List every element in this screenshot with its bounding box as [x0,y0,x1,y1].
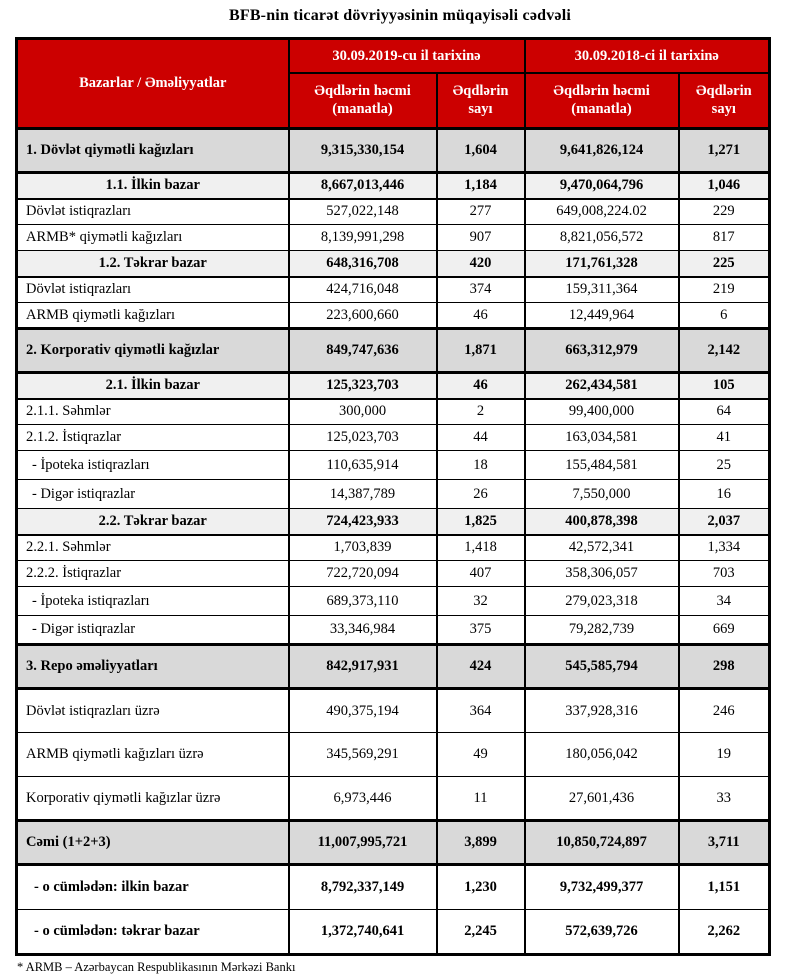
row-volume-2019: 842,917,931 [289,645,437,689]
row-count-2019: 46 [437,303,525,329]
table-row [17,303,770,329]
row-count-2019: 2 [437,399,525,425]
row-count-2018: 669 [679,616,770,645]
row-volume-2018: 337,928,316 [525,689,679,733]
row-label: - İpoteka istiqrazları [17,451,289,480]
row-volume-2019: 300,000 [289,399,437,425]
table-row [17,425,770,451]
table-body [17,129,770,955]
row-label: 2.1. İlkin bazar [17,373,289,399]
column-header-volume-2019: Əqdlərin həcmi (manatla) [289,73,437,129]
row-volume-2018: 99,400,000 [525,399,679,425]
row-volume-2018: 27,601,436 [525,777,679,821]
row-count-2019: 277 [437,199,525,225]
row-count-2019: 11 [437,777,525,821]
row-count-2018: 1,271 [679,129,770,173]
table-row [17,225,770,251]
row-volume-2018: 358,306,057 [525,561,679,587]
table-row [17,251,770,277]
row-volume-2019: 648,316,708 [289,251,437,277]
row-count-2018: 16 [679,480,770,509]
row-volume-2019: 125,323,703 [289,373,437,399]
row-volume-2019: 527,022,148 [289,199,437,225]
row-count-2018: 33 [679,777,770,821]
row-count-2019: 1,184 [437,173,525,199]
row-count-2018: 219 [679,277,770,303]
row-volume-2018: 663,312,979 [525,329,679,373]
row-label: 3. Repo əməliyyatları [17,645,289,689]
row-volume-2018: 171,761,328 [525,251,679,277]
row-volume-2019: 490,375,194 [289,689,437,733]
row-count-2018: 229 [679,199,770,225]
column-header-count-2018: Əqdlərin sayı [679,73,770,129]
row-volume-2018: 400,878,398 [525,509,679,535]
row-volume-2018: 10,850,724,897 [525,821,679,865]
row-label: 2.1.1. Səhmlər [17,399,289,425]
table-row [17,616,770,645]
row-volume-2018: 79,282,739 [525,616,679,645]
row-label: 2.2.2. İstiqrazlar [17,561,289,587]
row-count-2019: 424 [437,645,525,689]
row-volume-2019: 33,346,984 [289,616,437,645]
row-count-2019: 1,825 [437,509,525,535]
table-row [17,821,770,865]
row-count-2018: 64 [679,399,770,425]
row-volume-2019: 724,423,933 [289,509,437,535]
row-count-2019: 26 [437,480,525,509]
row-volume-2018: 159,311,364 [525,277,679,303]
row-volume-2019: 11,007,995,721 [289,821,437,865]
row-label: - Digər istiqrazlar [17,480,289,509]
table-row [17,373,770,399]
table-row [17,561,770,587]
row-volume-2019: 8,667,013,446 [289,173,437,199]
row-volume-2019: 1,703,839 [289,535,437,561]
table-row [17,129,770,173]
row-volume-2019: 8,139,991,298 [289,225,437,251]
row-label: Dövlət istiqrazları [17,277,289,303]
row-volume-2019: 6,973,446 [289,777,437,821]
column-header-period-2018: 30.09.2018-ci il tarixinə [525,39,770,73]
row-count-2019: 374 [437,277,525,303]
table-row [17,645,770,689]
row-volume-2019: 689,373,110 [289,587,437,616]
table-row [17,689,770,733]
comparison-table [15,37,771,956]
table-row [17,480,770,509]
row-count-2019: 49 [437,733,525,777]
row-volume-2018: 7,550,000 [525,480,679,509]
row-count-2019: 407 [437,561,525,587]
table-row [17,587,770,616]
row-volume-2019: 14,387,789 [289,480,437,509]
row-volume-2018: 649,008,224.02 [525,199,679,225]
row-count-2019: 1,230 [437,865,525,910]
row-volume-2019: 345,569,291 [289,733,437,777]
row-count-2018: 41 [679,425,770,451]
row-label: ARMB qiymətli kağızları [17,303,289,329]
table-row [17,399,770,425]
row-volume-2018: 12,449,964 [525,303,679,329]
row-volume-2018: 279,023,318 [525,587,679,616]
row-count-2018: 298 [679,645,770,689]
column-header-count-2019: Əqdlərin sayı [437,73,525,129]
row-count-2018: 105 [679,373,770,399]
row-label: Dövlət istiqrazları [17,199,289,225]
row-label: 2.1.2. İstiqrazlar [17,425,289,451]
row-volume-2019: 110,635,914 [289,451,437,480]
row-label: 1. Dövlət qiymətli kağızları [17,129,289,173]
table-header [17,39,770,129]
row-count-2018: 225 [679,251,770,277]
row-count-2019: 3,899 [437,821,525,865]
row-count-2018: 2,142 [679,329,770,373]
row-volume-2018: 8,821,056,572 [525,225,679,251]
row-volume-2018: 9,470,064,796 [525,173,679,199]
row-volume-2018: 180,056,042 [525,733,679,777]
row-count-2019: 1,418 [437,535,525,561]
row-count-2019: 46 [437,373,525,399]
row-label: Korporativ qiymətli kağızlar üzrə [17,777,289,821]
table-row [17,733,770,777]
row-count-2019: 18 [437,451,525,480]
page-title: BFB-nin ticarət dövriyyəsinin müqayisəli cədvəli [228,7,572,24]
row-label: Dövlət istiqrazları üzrə [17,689,289,733]
row-label: 2.2.1. Səhmlər [17,535,289,561]
row-volume-2019: 849,747,636 [289,329,437,373]
table-row [17,509,770,535]
row-volume-2018: 9,641,826,124 [525,129,679,173]
row-count-2018: 2,262 [679,910,770,955]
row-label: 1.1. İlkin bazar [17,173,289,199]
row-count-2018: 1,046 [679,173,770,199]
row-volume-2018: 262,434,581 [525,373,679,399]
row-count-2018: 6 [679,303,770,329]
row-label: 2.2. Təkrar bazar [17,509,289,535]
row-volume-2019: 223,600,660 [289,303,437,329]
row-label: - İpoteka istiqrazları [17,587,289,616]
row-label: - o cümlədən: təkrar bazar [17,910,289,955]
table-row [17,277,770,303]
table-row [17,329,770,373]
row-label: Cəmi (1+2+3) [17,821,289,865]
row-volume-2018: 572,639,726 [525,910,679,955]
row-count-2018: 1,334 [679,535,770,561]
row-count-2018: 703 [679,561,770,587]
row-count-2019: 2,245 [437,910,525,955]
row-volume-2019: 722,720,094 [289,561,437,587]
table-row [17,777,770,821]
row-label: - Digər istiqrazlar [17,616,289,645]
row-count-2018: 25 [679,451,770,480]
row-count-2018: 817 [679,225,770,251]
table-row [17,199,770,225]
row-count-2018: 34 [679,587,770,616]
column-header-volume-2018: Əqdlərin həcmi (manatla) [525,73,679,129]
row-volume-2019: 8,792,337,149 [289,865,437,910]
table-row [17,451,770,480]
column-header-period-2019: 30.09.2019-cu il tarixinə [289,39,525,73]
row-label: 1.2. Təkrar bazar [17,251,289,277]
row-volume-2019: 1,372,740,641 [289,910,437,955]
row-count-2019: 907 [437,225,525,251]
row-count-2018: 1,151 [679,865,770,910]
row-count-2018: 2,037 [679,509,770,535]
row-volume-2018: 155,484,581 [525,451,679,480]
row-label: ARMB* qiymətli kağızları [17,225,289,251]
row-volume-2019: 9,315,330,154 [289,129,437,173]
table-row [17,173,770,199]
row-count-2019: 1,871 [437,329,525,373]
row-volume-2019: 125,023,703 [289,425,437,451]
row-count-2019: 364 [437,689,525,733]
footnote: * ARMB – Azərbaycan Respublikasının Mərkəzi Bankı [17,960,296,974]
row-volume-2019: 424,716,048 [289,277,437,303]
row-count-2019: 1,604 [437,129,525,173]
row-count-2019: 44 [437,425,525,451]
row-count-2019: 420 [437,251,525,277]
row-count-2018: 19 [679,733,770,777]
row-label: - o cümlədən: ilkin bazar [17,865,289,910]
row-volume-2018: 545,585,794 [525,645,679,689]
row-volume-2018: 163,034,581 [525,425,679,451]
table-row [17,865,770,910]
row-count-2018: 246 [679,689,770,733]
row-count-2019: 375 [437,616,525,645]
table-row [17,535,770,561]
row-label: 2. Korporativ qiymətli kağızlar [17,329,289,373]
row-volume-2018: 9,732,499,377 [525,865,679,910]
row-label: ARMB qiymətli kağızları üzrə [17,733,289,777]
row-count-2018: 3,711 [679,821,770,865]
row-count-2019: 32 [437,587,525,616]
column-header-markets: Bazarlar / Əməliyyatlar [17,39,289,129]
row-volume-2018: 42,572,341 [525,535,679,561]
